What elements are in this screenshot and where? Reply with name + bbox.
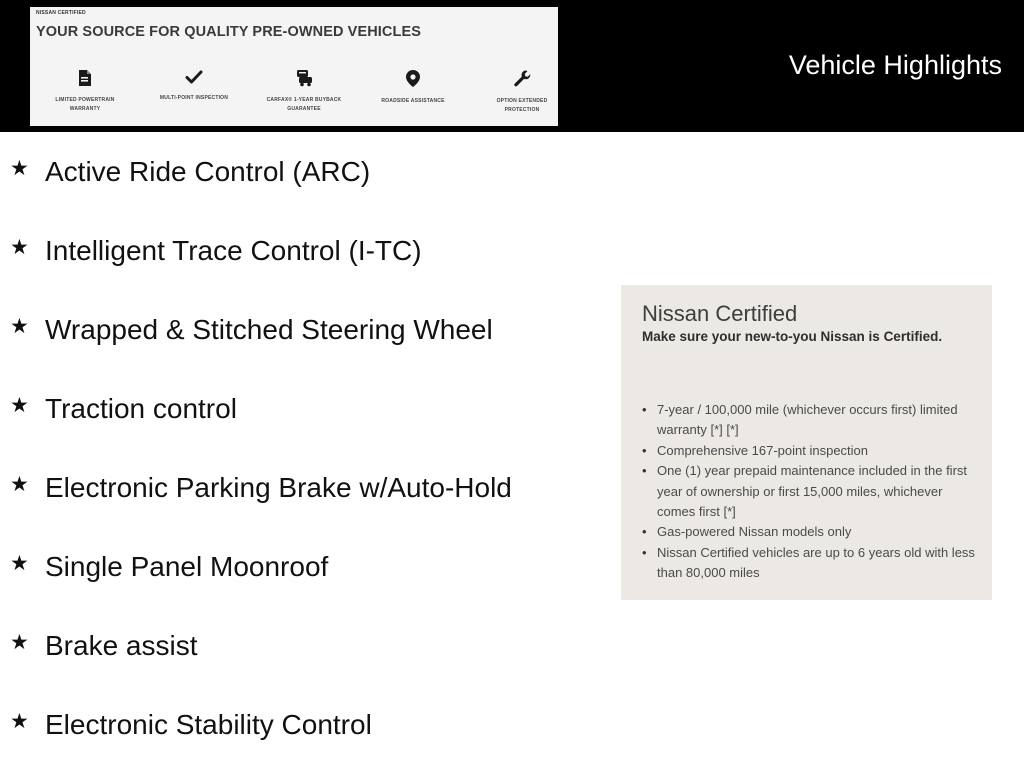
banner-tag: NISSAN CERTIFIED xyxy=(36,10,86,16)
star-icon: ★ xyxy=(10,552,29,575)
bullet-icon: • xyxy=(642,463,647,479)
page-title: Vehicle Highlights xyxy=(788,50,1002,80)
feature-label: Intelligent Trace Control (I-TC) xyxy=(45,235,422,266)
certified-subtitle: Make sure your new-to-you Nissan is Certified. xyxy=(642,329,943,344)
star-icon: ★ xyxy=(10,473,29,496)
document-icon xyxy=(77,69,93,87)
badge-buyback-guarantee xyxy=(259,69,349,114)
badge-extended-protection xyxy=(477,69,558,115)
badge-multi-point-inspection xyxy=(149,69,239,103)
star-icon: ★ xyxy=(10,236,29,259)
location-pin-icon xyxy=(405,69,421,88)
checkmark-icon xyxy=(185,69,203,85)
badge-label: LIMITED POWERTRAIN WARRANTY xyxy=(55,97,115,112)
car-icon xyxy=(294,69,314,87)
certified-benefit xyxy=(642,441,977,461)
bullet-icon: • xyxy=(642,544,647,560)
feature-label: Single Panel Moonroof xyxy=(45,551,329,582)
feature-label: Wrapped & Stitched Steering Wheel xyxy=(45,314,493,345)
star-icon: ★ xyxy=(10,631,29,654)
certified-benefit xyxy=(642,400,977,441)
certified-banner xyxy=(30,7,558,126)
star-icon: ★ xyxy=(10,710,29,733)
badge-powertrain-warranty xyxy=(40,69,130,114)
feature-label: Traction control xyxy=(45,393,237,424)
certified-benefit xyxy=(642,543,977,584)
badge-label: OPTION EXTENDED PROTECTION xyxy=(496,98,548,113)
wrench-icon xyxy=(513,69,532,88)
certified-benefit xyxy=(642,461,977,522)
badge-roadside-assistance xyxy=(368,69,458,106)
bullet-icon: • xyxy=(642,402,647,417)
certified-title: Nissan Certified xyxy=(642,301,798,326)
banner-title: YOUR SOURCE FOR QUALITY PRE-OWNED VEHICLES xyxy=(36,24,421,40)
certified-benefit-text: Gas-powered Nissan models only xyxy=(657,524,852,540)
bullet-icon: • xyxy=(642,524,647,540)
star-icon: ★ xyxy=(10,157,29,180)
star-icon: ★ xyxy=(10,394,29,417)
feature-label: Electronic Parking Brake w/Auto-Hold xyxy=(45,472,512,503)
badge-label: MULTI-POINT INSPECTION xyxy=(159,95,229,101)
bullet-icon: • xyxy=(642,442,647,458)
feature-label: Brake assist xyxy=(45,630,198,661)
certified-benefit-text: Nissan Certified vehicles are up to 6 years old with less than 80,000 miles xyxy=(657,544,975,581)
certified-benefit-text: 7-year / 100,000 mile (whichever occurs first) limited warranty [*] [*] xyxy=(657,402,958,438)
badge-label: CARFAX® 1-YEAR BUYBACK GUARANTEE xyxy=(266,97,342,112)
feature-label: Electronic Stability Control xyxy=(45,709,372,740)
certified-benefit-text: Comprehensive 167-point inspection xyxy=(657,442,869,458)
badge-label: ROADSIDE ASSISTANCE xyxy=(381,98,445,104)
header-bar xyxy=(0,0,1024,132)
certified-benefit-text: One (1) year prepaid maintenance included in the first year of ownership or first 15,000 miles, whichever comes first [*] xyxy=(657,463,968,520)
certified-benefit xyxy=(642,522,977,542)
feature-label: Active Ride Control (ARC) xyxy=(45,156,371,187)
certified-info-card xyxy=(621,285,992,600)
star-icon: ★ xyxy=(10,315,29,338)
certified-benefit-list xyxy=(642,400,977,584)
